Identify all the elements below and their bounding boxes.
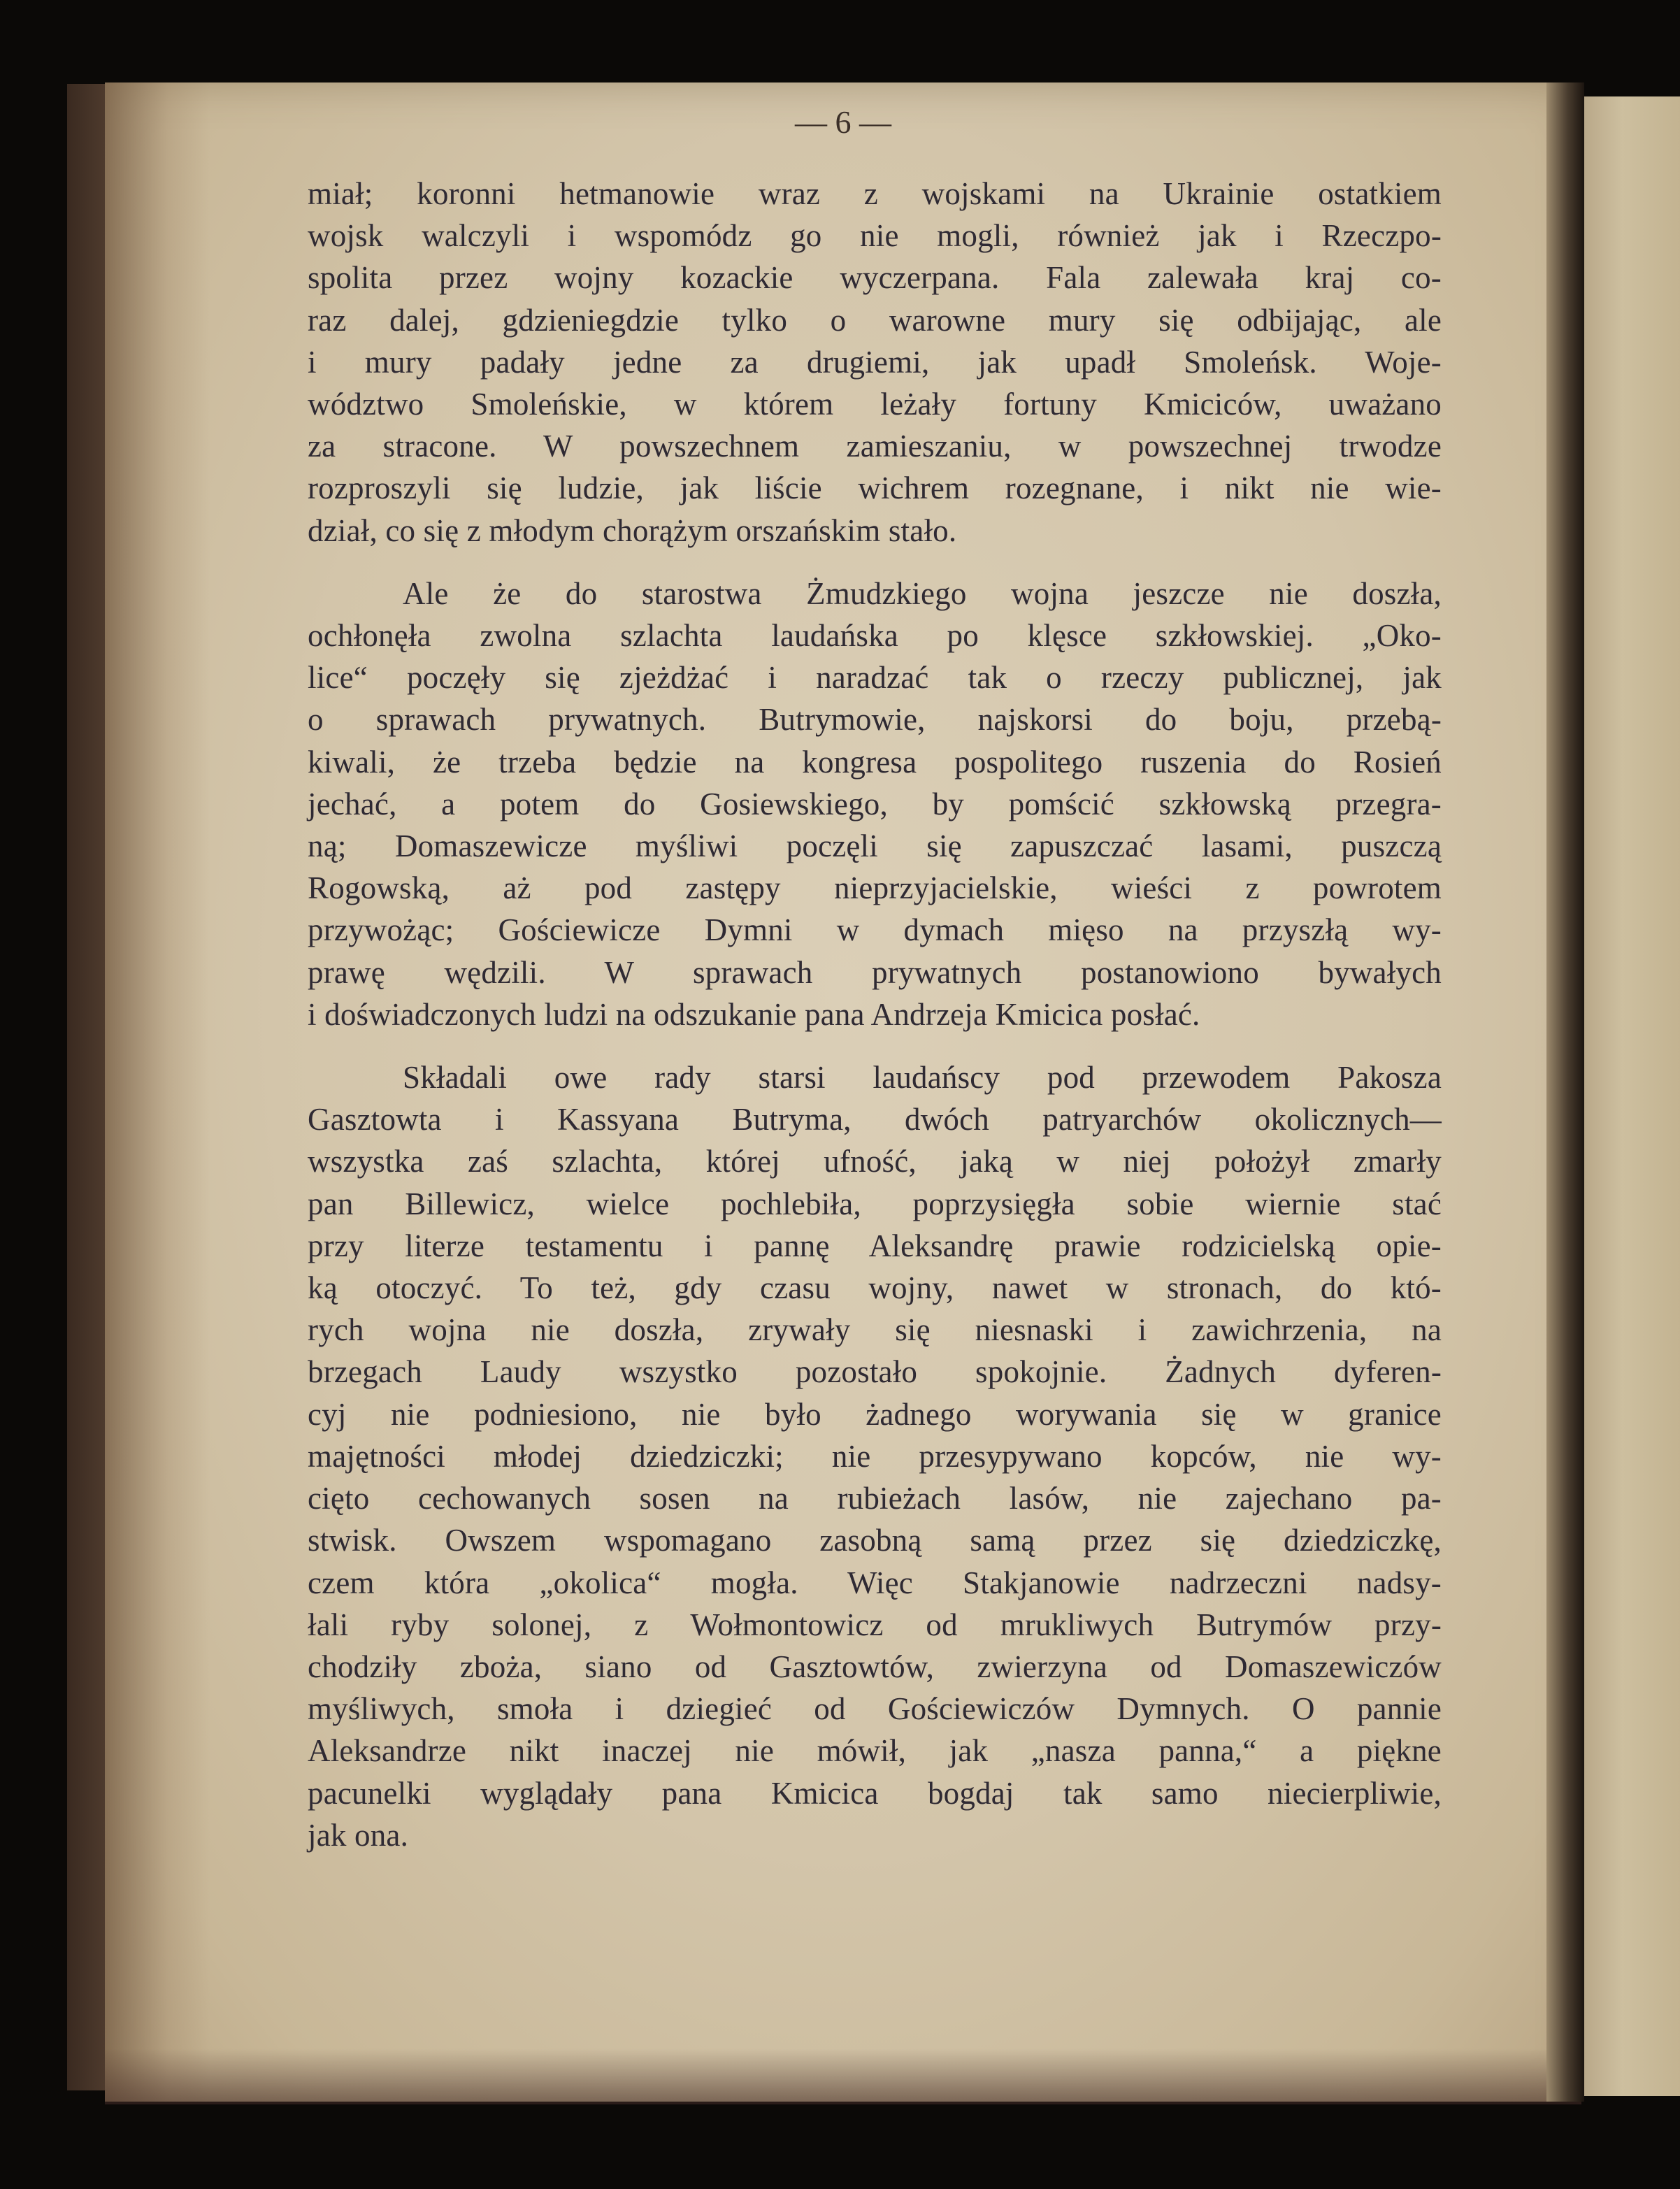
text-line: o sprawach prywatnych. Butrymowie, najskorsi do boju, przebą- <box>308 702 1442 738</box>
text-line: za stracone. W powszechnem zamieszaniu, w powszechnej trwodze <box>308 429 1442 464</box>
text-line: Ale że do starostwa Żmudzkiego wojna jeszcze nie doszła, <box>403 575 1442 611</box>
text-line: miał; koronni hetmanowie wraz z wojskami na Ukrainie ostatkiem <box>308 176 1442 211</box>
page-left-edge-shadow <box>105 82 210 2102</box>
text-line: dział, co się z młodym chorążym orszańskim stało. <box>308 512 957 548</box>
text-line: stwisk. Owszem wspomagano zasobną samą przez się dziedziczkę, <box>308 1523 1442 1558</box>
text-line: ną; Domaszewicze myśliwi poczęli się zapuszczać lasami, puszczą <box>308 828 1442 864</box>
page-number-header: — 6 — <box>795 104 891 140</box>
text-line: jak ona. <box>308 1817 409 1853</box>
book-gutter <box>1546 82 1584 2102</box>
text-line: łali ryby solonej, z Wołmontowicz od mrukliwych Butrymów przy- <box>308 1607 1442 1642</box>
text-line: pacunelki wyglądały pana Kmicica bogdaj tak samo niecierpliwie, <box>308 1775 1442 1811</box>
text-line: chodziły zboża, siano od Gasztowtów, zwierzyna od Domaszewiczów <box>308 1649 1442 1684</box>
text-line: myśliwych, smoła i dziegieć od Gościewiczów Dymnych. O pannie <box>308 1691 1442 1727</box>
paragraph <box>308 173 1442 552</box>
paragraph <box>308 573 1442 1035</box>
text-line: wojsk walczyli i wspomódz go nie mogli, również jak i Rzeczpo- <box>308 218 1442 254</box>
text-line: cięto cechowanych sosen na rubieżach lasów, nie zajechano pa- <box>308 1481 1442 1516</box>
text-line: brzegach Laudy wszystko pozostało spokojnie. Żadnych dyferen- <box>308 1354 1442 1390</box>
text-line: jechać, a potem do Gosiewskiego, by pomścić szkłowską przegra- <box>308 786 1442 821</box>
body-text <box>308 173 1442 1856</box>
text-line: przy literze testamentu i pannę Aleksandrę prawie rodzicielską opie- <box>308 1228 1442 1263</box>
text-line: pan Billewicz, wielce pochlebiła, poprzysięgła sobie wiernie stać <box>308 1186 1442 1221</box>
text-line: czem która „okolica“ mogła. Więc Stakjanowie nadrzeczni nadsy- <box>308 1565 1442 1600</box>
text-line: Rogowską, aż pod zastępy nieprzyjacielskie, wieści z powrotem <box>308 870 1442 906</box>
text-line: przywożąc; Gościewicze Dymni w dymach mięso na przyszłą wy- <box>308 912 1442 948</box>
text-line: ką otoczyć. To też, gdy czasu wojny, nawet w stronach, do któ- <box>308 1270 1442 1306</box>
text-line: i mury padały jedne za drugiemi, jak upadł Smoleńsk. Woje- <box>308 344 1442 380</box>
text-line: ochłonęła zwolna szlachta laudańska po klęsce szkłowskiej. „Oko- <box>308 618 1442 654</box>
text-line: raz dalej, gdzieniegdzie tylko o warowne mury się odbijając, ale <box>308 302 1442 338</box>
text-line: Aleksandrze nikt inaczej nie mówił, jak „nasza panna,“ a piękne <box>308 1733 1442 1769</box>
facing-page-edge <box>1584 96 1680 2096</box>
text-line: wództwo Smoleńskie, w którem leżały fortuny Kmiciców, uważano <box>308 387 1442 422</box>
text-line: rozproszyli się ludzie, jak liście wichrem rozegnane, i nikt nie wie- <box>308 471 1442 506</box>
text-line: Składali owe rady starsi laudańscy pod przewodem Pakosza <box>403 1060 1442 1096</box>
text-line: spolita przez wojny kozackie wyczerpana. Fala zalewała kraj co- <box>308 260 1442 296</box>
text-line: cyj nie podniesiono, nie było żadnego worywania się w granice <box>308 1396 1442 1432</box>
text-line: majętności młodej dziedziczki; nie przesypywano kopców, nie wy- <box>308 1438 1442 1474</box>
paragraph <box>308 1056 1442 1856</box>
page-bottom-edge <box>105 2048 1581 2104</box>
text-line: i doświadczonych ludzi na odszukanie pana Andrzeja Kmicica posłać. <box>308 996 1200 1032</box>
text-line: Gasztowta i Kassyana Butryma, dwóch patryarchów okolicznych— <box>308 1102 1442 1137</box>
text-line: prawę wędzili. W sprawach prywatnych postanowiono bywałych <box>308 954 1442 990</box>
text-line: rych wojna nie doszła, zrywały się niesnaski i zawichrzenia, na <box>308 1312 1442 1348</box>
text-line: kiwali, że trzeba będzie na kongresa pospolitego ruszenia do Rosień <box>308 744 1442 780</box>
text-line: wszystka zaś szlachta, której ufność, jaką w niej położył zmarły <box>308 1144 1442 1179</box>
text-line: lice“ poczęły się zjeżdżać i naradzać tak o rzeczy publicznej, jak <box>308 660 1442 696</box>
